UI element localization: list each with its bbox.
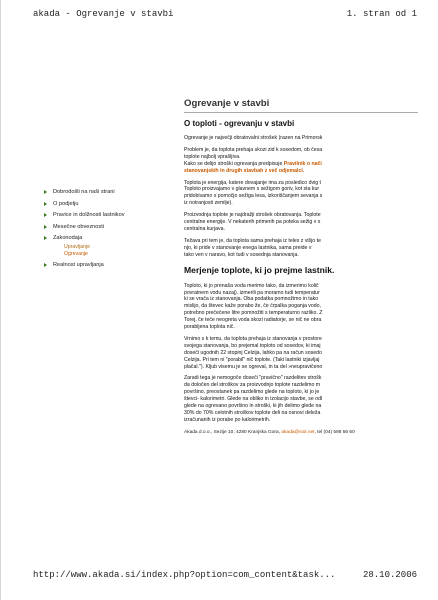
print-header-page: 1. stran od 1 xyxy=(346,9,417,19)
pravilnik-link[interactable]: Pravilnik o nači stanovanjskih in drugih stavbah z več odjemalci xyxy=(184,160,322,174)
paragraph: Vrnimo s k temu, da toplota prehaja iz stanovanja v prostore svojega stanovanja, bo prejemal toploto od sosedov, ki imaj doseči ugodnih 22 stopinj Celzija, lahko pa na račun sosedo Celzija. Pri tem ni "porabil" nič toplote. (Taki lastniki izjavljaj plačal."). Kljub visemu je se ogreval, in ta del »neupravičeno xyxy=(184,335,323,370)
contact-footer xyxy=(184,430,418,435)
paragraph-text: . xyxy=(302,167,305,174)
paragraph: Ogrevanje je največji obratovalni strošek (razen na Primorsk xyxy=(184,135,323,141)
paragraph: Zaradi tega je nemogoče doseči "pravično" razdelitev strošk da določen del stroškov za proizvodnjo toplote razdelimo m površino, preostanek pa razdelimo glede na toploto, ki jo je števci- kalorimetri. Glede na obliko in izolacijo stavbe, se odl glede na ogrevano površino in stroški, ki jih delimo glede na 30% do 70% celotnih stroškov toplote deli na osnovi deleža izračunanih iz porabe po kalorimetrih. xyxy=(184,375,323,423)
sidebar-subitem-upravljanje[interactable]: Upravljanje xyxy=(64,244,90,251)
sidebar-item-mesecne[interactable] xyxy=(42,224,162,231)
paragraph xyxy=(184,147,418,161)
paragraph: Težava pri tem je, da toplota sama prehaja iz teles z višjo te njo, ki pride v stanovanje enega lastnika, sama preide v tako ven v naravo, kot tudi v sosednja stanovanja. xyxy=(184,237,321,258)
contact-phone: , tel (04) 588 56 60 xyxy=(314,429,355,435)
print-header-title: akada - Ogrevanje v stavbi xyxy=(33,9,174,19)
bullet-arrow-icon xyxy=(44,263,47,267)
paragraph: Proizvodnja toplote je najdražji strošek obratovanja. Toplote centralne energije. V nekaterih primerih pa poteka sežig v s centralna kurjava. xyxy=(184,212,321,232)
sidebar-item-label: Pravice in dolžnosti lastnikov xyxy=(53,212,125,219)
paragraph-text: Problem je, da toplota prehaja skozi zid k sosedom, ob česa toplote najbolj vprašljiva. xyxy=(184,146,323,160)
sidebar-item-zakonodaja[interactable] xyxy=(42,235,162,242)
print-footer-url: http://www.akada.si/index.php?option=com_content&task... xyxy=(33,570,336,580)
bullet-arrow-icon xyxy=(44,202,47,206)
sidebar-item-pravice[interactable] xyxy=(42,212,162,219)
print-footer xyxy=(33,570,417,582)
print-header xyxy=(33,9,417,21)
paragraph-text: Kako se delijo stroški ogrevanja predpisuje xyxy=(184,160,284,167)
bullet-arrow-icon xyxy=(44,236,47,240)
bullet-arrow-icon xyxy=(44,213,47,217)
sidebar-subitem-ogrevanje[interactable]: Ogrevanje xyxy=(64,250,88,257)
paragraph: Toplota je energija, katere dovajanje ima za posledico dvig t Toploto proizvajamo v glavnem s sežigom goriv, kot sta kur pridobivamo s pomočjo sežiga lesa, izkoriščanjem sevanja s iz notranjosti zemlje). xyxy=(184,179,323,207)
email-link[interactable]: akada@siol.net xyxy=(281,429,315,435)
page-title: Ogrevanje v stavbi xyxy=(184,98,270,109)
sidebar-item-label: Mesečne obveznosti xyxy=(53,223,104,230)
sidebar-item-dobrodosli[interactable] xyxy=(42,189,162,196)
sidebar-item-label: Zakonodaja xyxy=(53,235,83,242)
title-divider xyxy=(184,112,418,113)
sidebar-item-realnost[interactable] xyxy=(42,262,162,269)
bullet-arrow-icon xyxy=(44,225,47,229)
sidebar-item-label: O podjetju xyxy=(53,200,79,207)
paragraph xyxy=(184,161,418,175)
sidebar-item-label: Dobrodošli na naši strani xyxy=(53,189,115,195)
sidebar-item-label: Realnost upravljanja xyxy=(53,261,104,268)
paragraph: Toploto, ki jo prenaša voda merimo tako, da izmerimo količ povratnem vodu nazaj). izmerili pa moramo tudi temperatur ki se vrača iz stanovanja. Oba podatka pomnožimo in tako mislijo, da števec kaže porabo že, če črpalka poganja vodo, potrebno prečečene litre pomnožiti s temperaturno razliko. Z Torej, če teče neogreta voda skozi radiatorje, se nič ne obra porabljena toplota nič. xyxy=(184,282,323,331)
article xyxy=(184,96,418,435)
contact-address: Akada d.o.o., Sezije 10, 4280 Kranjska Gora, xyxy=(184,429,282,435)
bullet-arrow-icon xyxy=(44,190,47,194)
sidebar-item-o-podjetju[interactable] xyxy=(42,201,162,208)
section-title: Merjenje toplote, ki jo prejme lastnik. xyxy=(184,264,335,275)
print-footer-date: 28.10.2006 xyxy=(362,570,417,580)
section-title: O toploti - ogrevanju v stavbi xyxy=(184,119,295,128)
sidebar-nav xyxy=(42,189,162,273)
